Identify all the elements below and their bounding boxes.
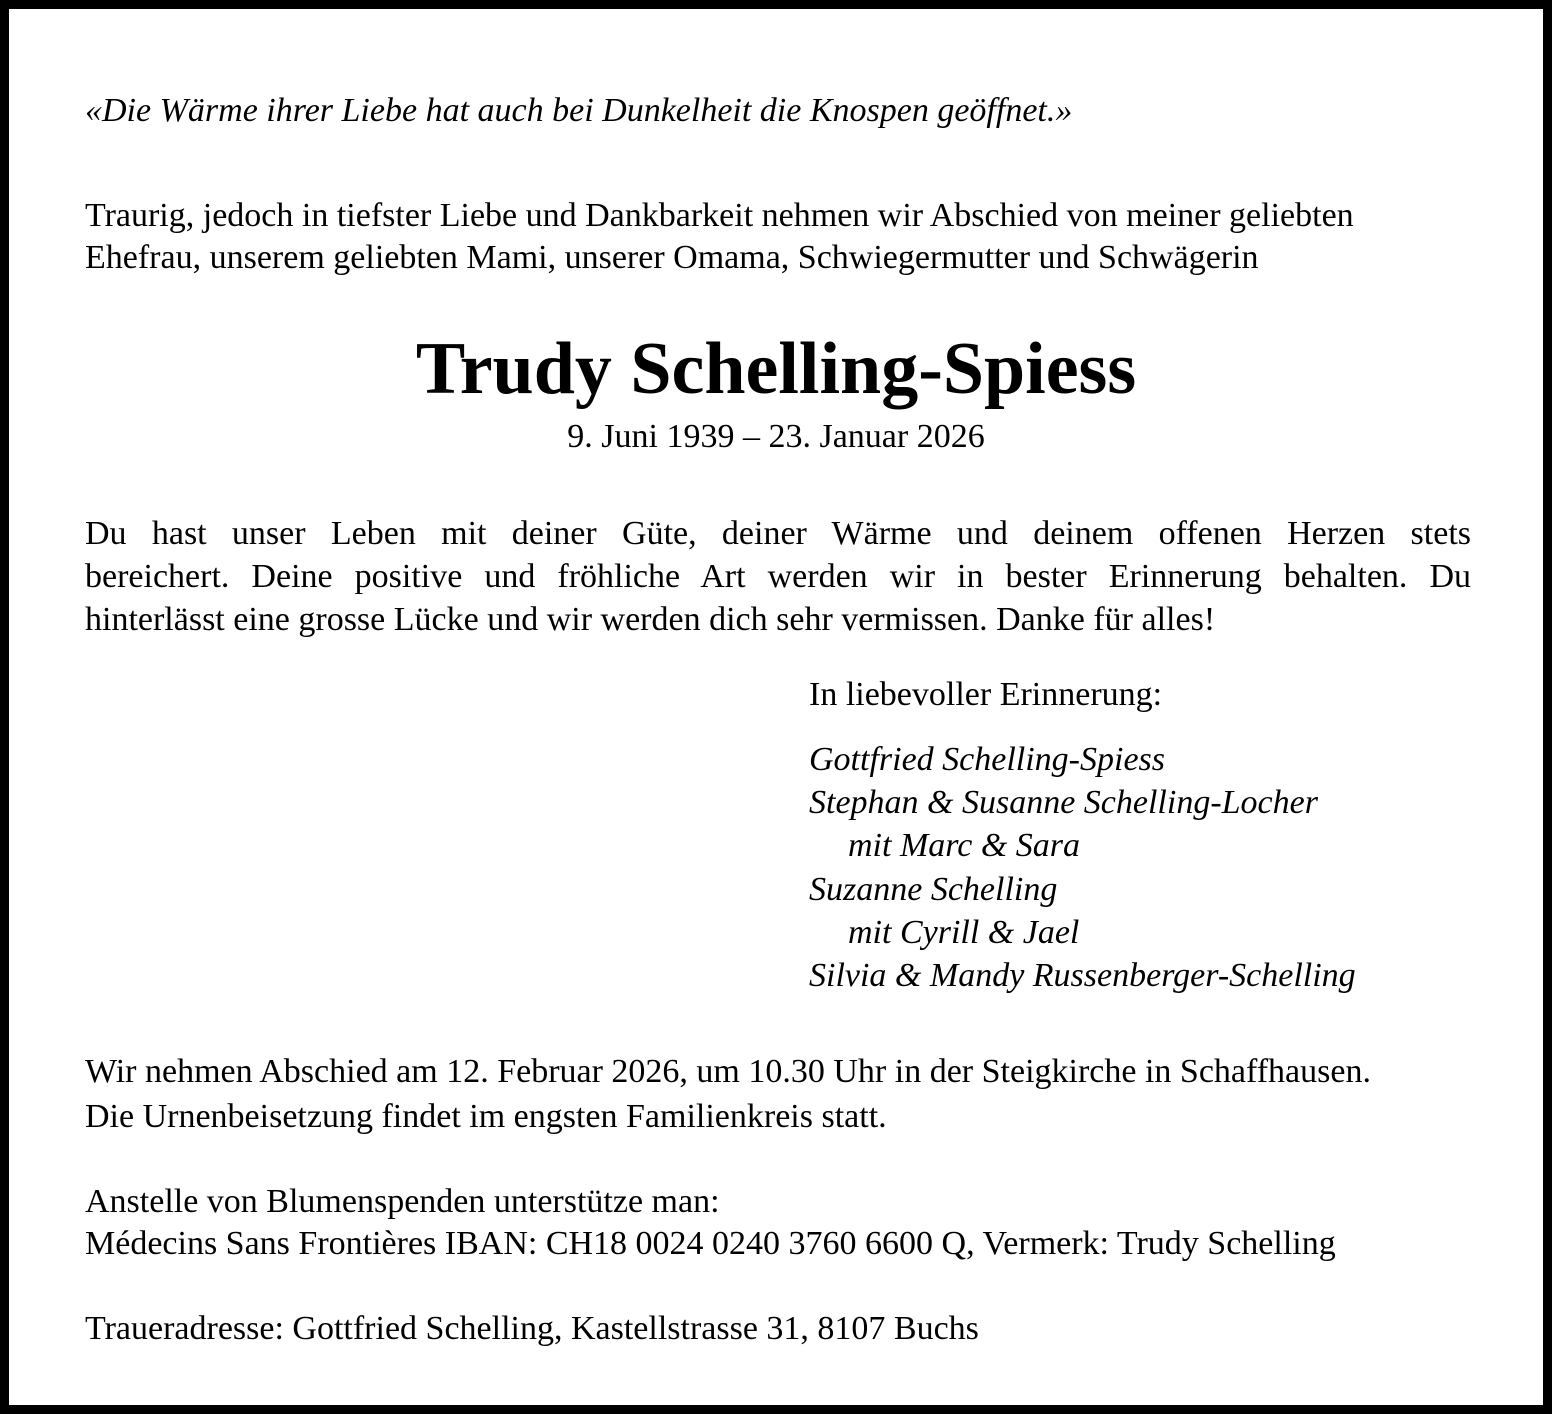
donation-line: Anstelle von Blumenspenden unterstütze man: (85, 1183, 720, 1220)
tribute-line: hinterlässt eine grosse Lücke und wir werden dich sehr vermissen. Danke für alles! (85, 601, 1216, 638)
tribute-paragraph (85, 512, 1471, 641)
tribute-line: Du hast unser Leben mit deiner Güte, deiner Wärme und deinem offenen Herzen stets (85, 515, 1471, 552)
deceased-name: Trudy Schelling-Spiess (415, 328, 1137, 410)
mourning-address: Traueradresse: Gottfried Schelling, Kastellstrasse 31, 8107 Buchs (85, 1310, 979, 1347)
memory-heading: In liebevoller Erinnerung: (809, 676, 1163, 713)
farewell-line: Wir nehmen Abschied am 12. Februar 2026, um 10.30 Uhr in der Steigkirche in Schaffhausen. (85, 1053, 1371, 1090)
life-dates: 9. Juni 1939 – 23. Januar 2026 (567, 418, 985, 455)
mourner-name: Silvia & Mandy Russenberger-Schelling (809, 957, 1356, 995)
mourner-name: Stephan & Susanne Schelling-Locher (809, 784, 1318, 822)
tribute-line: bereichert. Deine positive und fröhliche Art werden wir in bester Erinnerung behalten. Du (85, 558, 1471, 595)
donation-line: Médecins Sans Frontières IBAN: CH18 0024 0240 3760 6600 Q, Vermerk: Trudy Schelling (85, 1225, 1336, 1262)
intro-paragraph (85, 195, 1354, 279)
epigraph-quote: «Die Wärme ihrer Liebe hat auch bei Dunkelheit die Knospen geöffnet.» (85, 92, 1073, 129)
donation-details (85, 1181, 1336, 1265)
mourner-children: mit Marc & Sara (848, 827, 1081, 865)
farewell-details (85, 1049, 1371, 1139)
mourner-name: Gottfried Schelling-Spiess (809, 741, 1166, 778)
mourner-name: Suzanne Schelling (809, 870, 1058, 908)
mourner-children: mit Cyrill & Jael (848, 913, 1080, 951)
farewell-line: Die Urnenbeisetzung findet im engsten Familienkreis statt. (85, 1098, 887, 1135)
intro-line: Ehefrau, unserem geliebten Mami, unserer Omama, Schwiegermutter und Schwägerin (85, 239, 1259, 276)
mourners-list (809, 738, 1356, 997)
intro-line: Traurig, jedoch in tiefster Liebe und Dankbarkeit nehmen wir Abschied von meiner geliebten (85, 197, 1354, 234)
